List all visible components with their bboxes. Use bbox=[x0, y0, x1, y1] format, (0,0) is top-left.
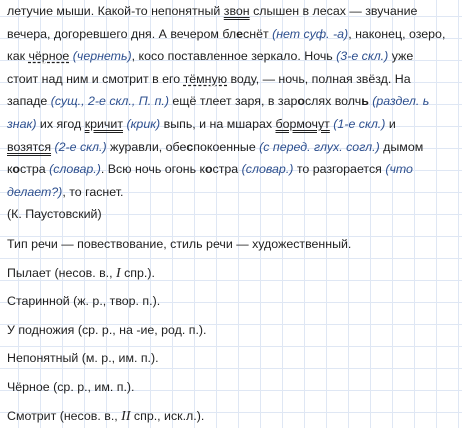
comment: (словар.) bbox=[49, 162, 101, 177]
underlined-word: чёрное bbox=[28, 49, 70, 64]
comment: (3-е скл.) bbox=[336, 49, 389, 64]
comment: (2-е скл.) bbox=[54, 139, 107, 154]
text-line: вечера, догоревшего дня. А вечером блеснёт (нет суф. -а), наконец, озеро, bbox=[7, 26, 446, 41]
comment: знак) bbox=[7, 116, 37, 131]
comment: (словар.) bbox=[241, 162, 294, 177]
text-line: как чёрное (чернеть), косо поставленное зеркало. Ночь (3-е скл.) уже bbox=[7, 49, 414, 64]
underlined-word: тёмную bbox=[183, 71, 228, 86]
analysis-line: Пылает (несов. в., I спр.). bbox=[7, 265, 155, 281]
author-line: (К. Паустовский) bbox=[7, 207, 102, 222]
comment: (с перед. глух. согл.) bbox=[259, 139, 380, 154]
text-line: делает?), то гаснет. bbox=[7, 184, 124, 199]
analysis-line: Непонятный (м. р., им. п.). bbox=[7, 351, 159, 366]
comment: (крик) bbox=[126, 116, 161, 131]
text-line: костра (словар.). Всю ночь огонь костра (словар.) то разгорается (что bbox=[7, 162, 413, 177]
underlined-word: возятся bbox=[7, 139, 52, 154]
analysis-line: У подножия (ср. р., на -ие, род. п.). bbox=[7, 322, 207, 337]
analysis-block bbox=[7, 233, 459, 427]
text-line: знак) их ягод кричит (крик) выпь, и на мшарах бормочут (1-е скл.) и bbox=[7, 116, 396, 131]
worksheet-page bbox=[7, 0, 459, 427]
text-line: возятся (2-е скл.) журавли, обеспокоенные (с перед. глух. согл.) дымом bbox=[7, 139, 424, 154]
analysis-line: Старинной (ж. р., твор. п.). bbox=[7, 294, 161, 309]
comment: (раздел. ь bbox=[372, 94, 430, 109]
analysis-line: Тип речи — повествование, стиль речи — художественный. bbox=[7, 236, 352, 251]
text-line: стоит над ним и смотрит в его тёмную воду, — ночь, полная звёзд. На bbox=[7, 71, 411, 86]
analysis-line: Чёрное (ср. р., им. п.). bbox=[7, 379, 135, 394]
comment: (чернеть) bbox=[72, 49, 132, 64]
text-paragraph bbox=[7, 0, 459, 203]
analysis-line: Смотрит (несов. в., II спр., иск.л.). bbox=[7, 408, 205, 424]
underlined-word: звон bbox=[223, 4, 250, 18]
underlined-word: бормочут bbox=[275, 116, 330, 131]
conjugation-number: II bbox=[121, 408, 131, 424]
comment: (сущ., 2-е скл., П. п.) bbox=[50, 94, 169, 109]
conjugation-number: I bbox=[116, 265, 121, 281]
text-line: западе (сущ., 2-е скл., П. п.) ещё тлеет заря, в зарослях волчь (раздел. ь bbox=[7, 94, 430, 109]
text-line: летучие мыши. Какой-то непонятный звон слышен в лесах — звучание bbox=[7, 4, 418, 18]
comment: (1-е скл.) bbox=[333, 116, 386, 131]
comment: (нет суф. -а) bbox=[272, 26, 349, 41]
comment: делает?) bbox=[7, 184, 63, 199]
underlined-word: кричит bbox=[84, 116, 123, 131]
comment: (что bbox=[385, 162, 413, 177]
